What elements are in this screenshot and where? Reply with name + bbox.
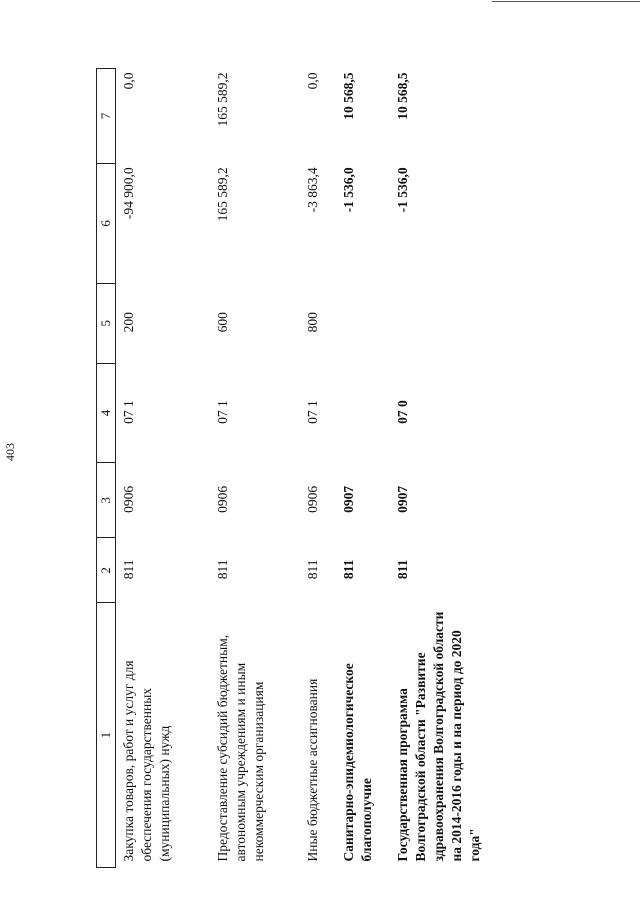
row-amount-change: 165 589,2 <box>214 167 230 222</box>
row-section-code: 0907 <box>340 485 356 513</box>
row-amount-total: 10 568,5 <box>340 72 356 120</box>
row-amount-change: -3 863,4 <box>304 167 320 213</box>
row-expense-type: 800 <box>304 312 320 333</box>
column-header-6: 6 <box>97 163 116 283</box>
column-header-3: 3 <box>97 463 116 538</box>
row-ministry-code: 811 <box>121 559 136 580</box>
table-header-row <box>97 69 116 868</box>
page-number: 403 <box>3 443 17 461</box>
rotated-table-page <box>96 68 482 868</box>
column-header-7: 7 <box>97 69 116 164</box>
row-expense-type <box>336 283 390 363</box>
column-header-1: 1 <box>97 603 116 868</box>
row-name: Государственная программа Волгоградской области "Развитие здравоохранения Волгоградской области на 2014-2016 годы и на период до 2020 года" <box>394 611 482 862</box>
row-program-code: 07 0 <box>394 400 410 424</box>
table-row <box>116 69 210 868</box>
row-name: Закупка товаров, работ и услуг для обеспечения государственных (муниципальных) нужд <box>121 660 172 862</box>
row-section-code: 0906 <box>121 485 136 513</box>
column-header-5: 5 <box>97 283 116 363</box>
row-amount-total: 165 589,2 <box>214 72 230 127</box>
row-amount-change: -1 536,0 <box>394 167 410 213</box>
row-section-code: 0907 <box>394 485 410 513</box>
row-amount-total: 10 568,5 <box>394 72 410 120</box>
row-expense-type <box>390 283 500 363</box>
row-amount-change: -1 536,0 <box>340 167 356 213</box>
top-rule <box>492 1 640 2</box>
row-expense-type: 600 <box>214 312 230 333</box>
row-program-code <box>336 363 390 463</box>
row-section-code: 0906 <box>304 485 320 513</box>
row-name: Иные бюджетные ассигнования <box>304 678 320 862</box>
row-amount-total: 0,0 <box>121 72 136 90</box>
table-row <box>336 69 390 868</box>
row-program-code: 07 1 <box>304 400 320 424</box>
row-section-code: 0906 <box>214 485 230 513</box>
row-ministry-code: 811 <box>214 559 230 580</box>
row-ministry-code: 811 <box>340 559 356 580</box>
row-ministry-code: 811 <box>304 559 320 580</box>
table-row <box>210 69 300 868</box>
budget-table <box>96 68 500 868</box>
row-ministry-code: 811 <box>394 559 410 580</box>
table-row <box>390 69 500 868</box>
row-program-code: 07 1 <box>121 400 136 424</box>
column-header-2: 2 <box>97 538 116 603</box>
row-name: Санитарно-эпидемиологическое благополучие <box>340 663 374 862</box>
row-name: Предоставление субсидий бюджетным, автономным учреждениям и иным некоммерческим организациям <box>214 634 266 862</box>
row-amount-change: -94 900,0 <box>121 167 136 220</box>
row-amount-total: 0,0 <box>304 72 320 90</box>
column-header-4: 4 <box>97 363 116 463</box>
row-expense-type: 200 <box>121 312 136 333</box>
table-row <box>300 69 336 868</box>
row-program-code: 07 1 <box>214 400 230 424</box>
